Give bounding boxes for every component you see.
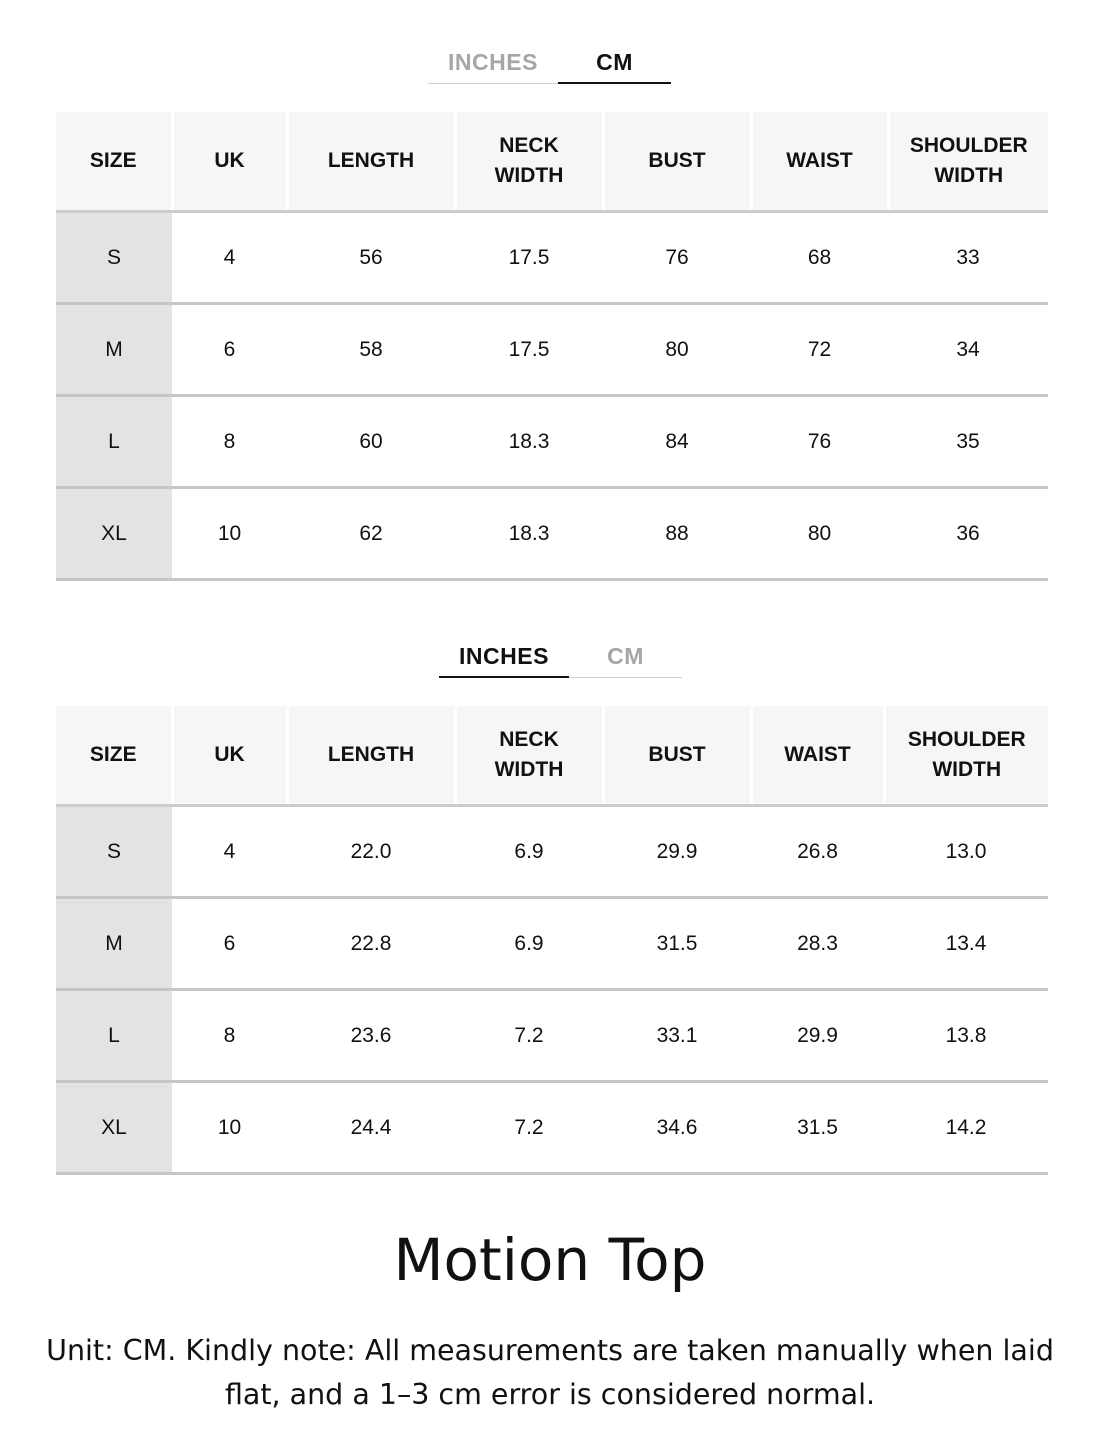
uk-cell: 4 <box>172 806 287 898</box>
tab-cm-label: CM <box>596 49 633 75</box>
bust-cell: 84 <box>603 396 751 488</box>
header-shoulder-width: SHOULDER WIDTH <box>884 706 1048 806</box>
size-table-cm <box>56 112 1048 581</box>
tab-inches-label: INCHES <box>448 49 538 75</box>
length-cell: 58 <box>287 304 455 396</box>
table-row <box>56 488 1048 580</box>
uk-cell: 10 <box>172 1082 287 1174</box>
tab-underline <box>569 677 682 678</box>
uk-cell: 6 <box>172 304 287 396</box>
length-cell: 24.4 <box>287 1082 455 1174</box>
size-cell: L <box>56 990 172 1082</box>
tab-cm-label: CM <box>607 643 644 669</box>
table-row <box>56 806 1048 898</box>
neck-width-cell: 6.9 <box>455 898 603 990</box>
header-uk: UK <box>172 706 287 806</box>
waist-cell: 31.5 <box>751 1082 884 1174</box>
header-size: SIZE <box>56 112 172 212</box>
unit-tabs-inches <box>439 634 682 669</box>
measurement-note: Unit: CM. Kindly note: All measurements are taken manually when laid flat, and a 1–3 cm error is considered normal. <box>46 1334 1054 1411</box>
uk-cell: 4 <box>172 212 287 304</box>
tab-underline <box>558 82 671 84</box>
size-cell: XL <box>56 1082 172 1174</box>
bust-cell: 33.1 <box>603 990 751 1082</box>
neck-width-cell: 7.2 <box>455 1082 603 1174</box>
table-header-row <box>56 112 1048 212</box>
bust-cell: 80 <box>603 304 751 396</box>
header-neck-width: NECK WIDTH <box>455 706 603 806</box>
waist-cell: 76 <box>751 396 888 488</box>
header-shoulder-width: SHOULDER WIDTH <box>888 112 1048 212</box>
neck-width-cell: 17.5 <box>455 304 603 396</box>
shoulder-width-cell: 13.0 <box>884 806 1048 898</box>
size-table-inches <box>56 706 1048 1175</box>
table-row <box>56 1082 1048 1174</box>
shoulder-width-cell: 13.8 <box>884 990 1048 1082</box>
size-cell: S <box>56 212 172 304</box>
table-header-row <box>56 706 1048 806</box>
waist-cell: 26.8 <box>751 806 884 898</box>
unit-tabs-cm <box>428 40 671 75</box>
uk-cell: 10 <box>172 488 287 580</box>
tab-underline <box>428 83 558 84</box>
header-neck-width: NECK WIDTH <box>455 112 603 212</box>
header-waist: WAIST <box>751 706 884 806</box>
bust-cell: 29.9 <box>603 806 751 898</box>
tab-cm[interactable] <box>569 634 682 678</box>
size-cell: M <box>56 898 172 990</box>
neck-width-cell: 18.3 <box>455 396 603 488</box>
waist-cell: 72 <box>751 304 888 396</box>
bust-cell: 31.5 <box>603 898 751 990</box>
header-size: SIZE <box>56 706 172 806</box>
header-length: LENGTH <box>287 706 455 806</box>
neck-width-cell: 7.2 <box>455 990 603 1082</box>
waist-cell: 80 <box>751 488 888 580</box>
length-cell: 62 <box>287 488 455 580</box>
tab-inches[interactable] <box>428 40 558 84</box>
tab-cm[interactable] <box>558 40 671 84</box>
shoulder-width-cell: 35 <box>888 396 1048 488</box>
neck-width-cell: 17.5 <box>455 212 603 304</box>
table-row <box>56 898 1048 990</box>
shoulder-width-cell: 33 <box>888 212 1048 304</box>
header-bust: BUST <box>603 706 751 806</box>
bust-cell: 34.6 <box>603 1082 751 1174</box>
waist-cell: 68 <box>751 212 888 304</box>
tab-underline <box>439 676 569 678</box>
shoulder-width-cell: 14.2 <box>884 1082 1048 1174</box>
waist-cell: 29.9 <box>751 990 884 1082</box>
length-cell: 56 <box>287 212 455 304</box>
neck-width-cell: 18.3 <box>455 488 603 580</box>
length-cell: 23.6 <box>287 990 455 1082</box>
bust-cell: 88 <box>603 488 751 580</box>
shoulder-width-cell: 36 <box>888 488 1048 580</box>
size-cell: M <box>56 304 172 396</box>
waist-cell: 28.3 <box>751 898 884 990</box>
shoulder-width-cell: 13.4 <box>884 898 1048 990</box>
header-waist: WAIST <box>751 112 888 212</box>
length-cell: 22.8 <box>287 898 455 990</box>
product-title: Motion Top <box>393 1226 707 1294</box>
tab-inches-label: INCHES <box>459 643 549 669</box>
size-cell: S <box>56 806 172 898</box>
neck-width-cell: 6.9 <box>455 806 603 898</box>
length-cell: 22.0 <box>287 806 455 898</box>
shoulder-width-cell: 34 <box>888 304 1048 396</box>
uk-cell: 8 <box>172 396 287 488</box>
size-cell: L <box>56 396 172 488</box>
length-cell: 60 <box>287 396 455 488</box>
header-bust: BUST <box>603 112 751 212</box>
tab-inches[interactable] <box>439 634 569 678</box>
uk-cell: 6 <box>172 898 287 990</box>
header-length: LENGTH <box>287 112 455 212</box>
bust-cell: 76 <box>603 212 751 304</box>
size-cell: XL <box>56 488 172 580</box>
table-row <box>56 304 1048 396</box>
table-row <box>56 990 1048 1082</box>
header-uk: UK <box>172 112 287 212</box>
table-row <box>56 396 1048 488</box>
uk-cell: 8 <box>172 990 287 1082</box>
table-row <box>56 212 1048 304</box>
